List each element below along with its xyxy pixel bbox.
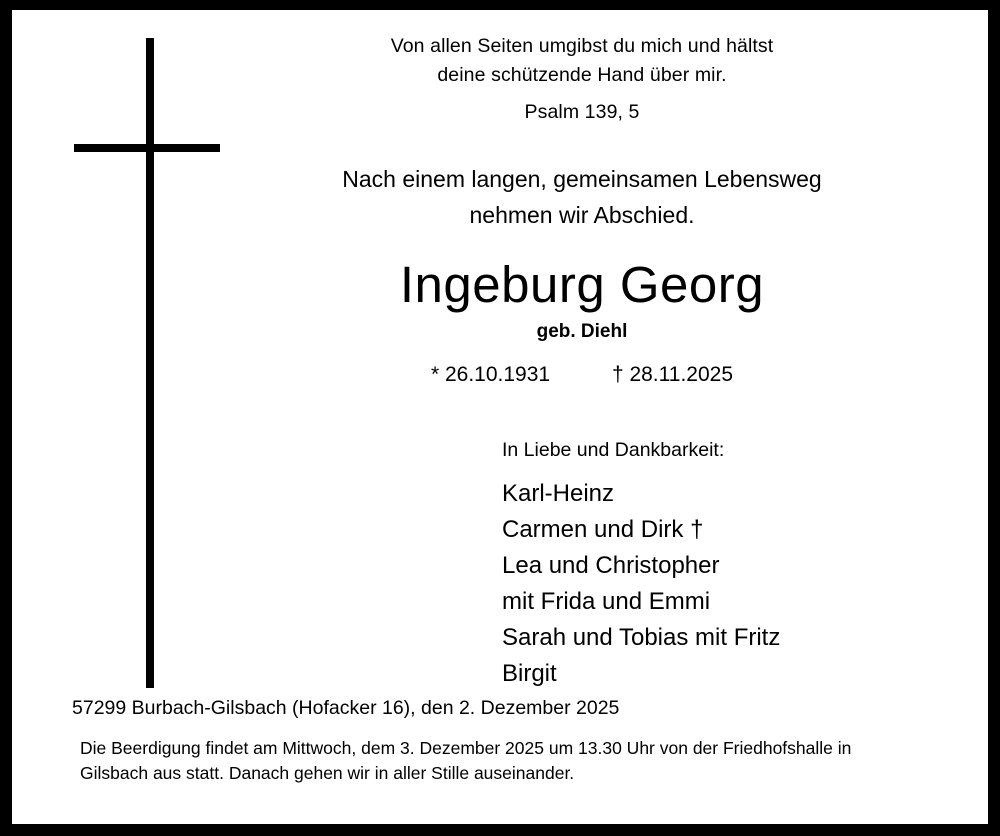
deceased-name: Ingeburg Georg: [399, 256, 765, 313]
list-item: Carmen und Dirk †: [502, 516, 704, 543]
intro-line-2: nehmen wir Abschied.: [469, 202, 695, 228]
intro-block: [212, 161, 952, 233]
list-item: mit Frida und Emmi: [502, 588, 711, 615]
cross-horizontal-bar: [74, 144, 220, 152]
funeral-notice-line-2: Gilsbach aus statt. Danach gehen wir in aller Stille auseinander.: [80, 763, 575, 783]
funeral-notice: [72, 736, 948, 786]
death-date: † 28.11.2025: [611, 363, 733, 386]
obituary-footer: [72, 697, 948, 786]
life-dates: [212, 363, 952, 387]
place-and-date: 57299 Burbach-Gilsbach (Hofacker 16), den 2. Dezember 2025: [72, 697, 620, 719]
cross-icon: [74, 38, 224, 688]
family-lead: In Liebe und Dankbarkeit:: [502, 439, 725, 461]
list-item: Karl-Heinz: [502, 480, 615, 507]
intro-line-1: Nach einem langen, gemeinsamen Lebensweg: [342, 166, 822, 192]
family-block: [212, 439, 952, 692]
obituary-card: [12, 10, 988, 824]
deceased-maiden-name: geb. Diehl: [536, 321, 628, 342]
verse-line-2: deine schützende Hand über mir.: [437, 64, 727, 86]
family-list: [502, 476, 952, 692]
verse-line-1: Von allen Seiten umgibst du mich und hältst: [390, 35, 774, 57]
list-item: Lea und Christopher: [502, 552, 720, 579]
funeral-notice-line-1: Die Beerdigung findet am Mittwoch, dem 3. Dezember 2025 um 13.30 Uhr von der Friedhofshalle in: [80, 738, 852, 758]
birth-date: * 26.10.1931: [430, 363, 551, 386]
obituary-content: [212, 32, 952, 692]
list-item: Sarah und Tobias mit Fritz: [502, 624, 781, 651]
cross-vertical-bar: [146, 38, 154, 688]
list-item: Birgit: [502, 660, 557, 687]
verse-reference: Psalm 139, 5: [524, 101, 640, 123]
verse-block: [212, 32, 952, 127]
